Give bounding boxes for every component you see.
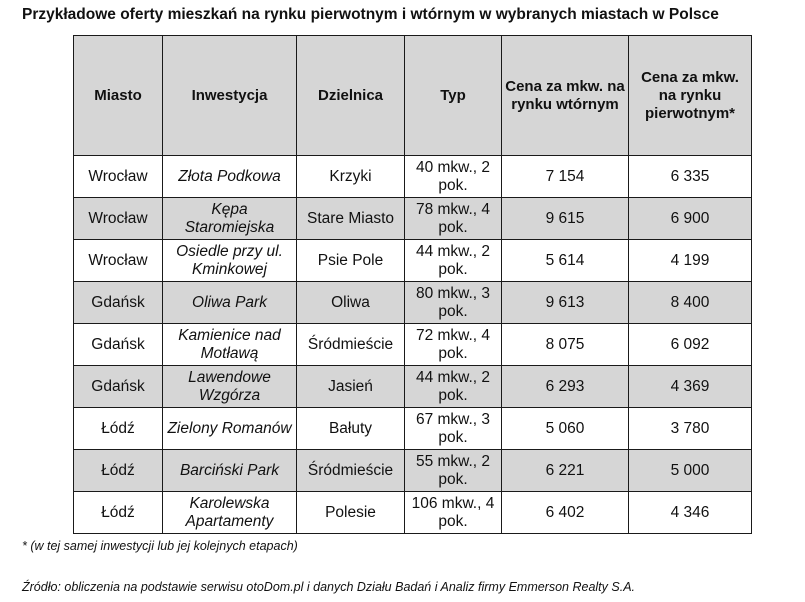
cell-miasto: Wrocław xyxy=(74,156,163,198)
cell-dzielnica: Stare Miasto xyxy=(297,198,405,240)
cell-cena-pierwotny: 6 335 xyxy=(629,156,752,198)
page-title: Przykładowe oferty mieszkań na rynku pierwotnym i wtórnym w wybranych miastach w Polsce xyxy=(22,6,719,23)
cell-typ: 40 mkw., 2 pok. xyxy=(405,156,502,198)
cell-inwestycja: Kamienice nad Motławą xyxy=(163,324,297,366)
header-row xyxy=(74,36,752,156)
cell-cena-wtorny: 5 060 xyxy=(502,408,629,450)
cell-dzielnica: Śródmieście xyxy=(297,324,405,366)
table-row xyxy=(74,450,752,492)
cell-inwestycja: Zielony Romanów xyxy=(163,408,297,450)
cell-typ: 55 mkw., 2 pok. xyxy=(405,450,502,492)
cell-cena-pierwotny: 6 092 xyxy=(629,324,752,366)
source-note: Źródło: obliczenia na podstawie serwisu otoDom.pl i danych Działu Badań i Analiz firmy Emmerson Realty S.A. xyxy=(22,580,636,594)
cell-typ: 106 mkw., 4 pok. xyxy=(405,492,502,534)
header-cena-wtorny: Cena za mkw. na rynku wtórnym xyxy=(502,36,629,156)
cell-dzielnica: Jasień xyxy=(297,366,405,408)
cell-cena-wtorny: 6 293 xyxy=(502,366,629,408)
table-row xyxy=(74,156,752,198)
cell-miasto: Łódź xyxy=(74,492,163,534)
cell-cena-wtorny: 9 615 xyxy=(502,198,629,240)
cell-inwestycja: Barciński Park xyxy=(163,450,297,492)
table-row xyxy=(74,240,752,282)
cell-cena-wtorny: 9 613 xyxy=(502,282,629,324)
cell-typ: 72 mkw., 4 pok. xyxy=(405,324,502,366)
cell-cena-wtorny: 5 614 xyxy=(502,240,629,282)
cell-inwestycja: Oliwa Park xyxy=(163,282,297,324)
cell-miasto: Łódź xyxy=(74,450,163,492)
cell-typ: 80 mkw., 3 pok. xyxy=(405,282,502,324)
cell-cena-pierwotny: 6 900 xyxy=(629,198,752,240)
header-dzielnica: Dzielnica xyxy=(297,36,405,156)
cell-inwestycja: Lawendowe Wzgórza xyxy=(163,366,297,408)
cell-cena-pierwotny: 4 199 xyxy=(629,240,752,282)
cell-cena-wtorny: 7 154 xyxy=(502,156,629,198)
table-row xyxy=(74,366,752,408)
cell-miasto: Wrocław xyxy=(74,198,163,240)
footnote: * (w tej samej inwestycji lub jej kolejnych etapach) xyxy=(22,539,298,553)
cell-cena-wtorny: 8 075 xyxy=(502,324,629,366)
table-row xyxy=(74,198,752,240)
cell-cena-pierwotny: 4 346 xyxy=(629,492,752,534)
cell-cena-pierwotny: 8 400 xyxy=(629,282,752,324)
cell-dzielnica: Polesie xyxy=(297,492,405,534)
cell-miasto: Gdańsk xyxy=(74,366,163,408)
cell-miasto: Gdańsk xyxy=(74,324,163,366)
cell-dzielnica: Krzyki xyxy=(297,156,405,198)
cell-dzielnica: Oliwa xyxy=(297,282,405,324)
cell-inwestycja: Kępa Staromiejska xyxy=(163,198,297,240)
header-inwestycja: Inwestycja xyxy=(163,36,297,156)
cell-inwestycja: Karolewska Apartamenty xyxy=(163,492,297,534)
cell-cena-wtorny: 6 402 xyxy=(502,492,629,534)
cell-cena-pierwotny: 3 780 xyxy=(629,408,752,450)
header-typ: Typ xyxy=(405,36,502,156)
header-cena-pierwotny: Cena za mkw. na rynku pierwotnym* xyxy=(629,36,752,156)
offers-table xyxy=(73,35,752,534)
cell-miasto: Gdańsk xyxy=(74,282,163,324)
cell-dzielnica: Psie Pole xyxy=(297,240,405,282)
cell-typ: 67 mkw., 3 pok. xyxy=(405,408,502,450)
cell-miasto: Wrocław xyxy=(74,240,163,282)
cell-cena-wtorny: 6 221 xyxy=(502,450,629,492)
cell-inwestycja: Złota Podkowa xyxy=(163,156,297,198)
cell-typ: 44 mkw., 2 pok. xyxy=(405,366,502,408)
table-row xyxy=(74,324,752,366)
cell-dzielnica: Bałuty xyxy=(297,408,405,450)
cell-typ: 78 mkw., 4 pok. xyxy=(405,198,502,240)
table-row xyxy=(74,492,752,534)
cell-inwestycja: Osiedle przy ul. Kminkowej xyxy=(163,240,297,282)
header-miasto: Miasto xyxy=(74,36,163,156)
cell-typ: 44 mkw., 2 pok. xyxy=(405,240,502,282)
cell-cena-pierwotny: 5 000 xyxy=(629,450,752,492)
table-row xyxy=(74,282,752,324)
table-row xyxy=(74,408,752,450)
cell-miasto: Łódź xyxy=(74,408,163,450)
cell-cena-pierwotny: 4 369 xyxy=(629,366,752,408)
cell-dzielnica: Śródmieście xyxy=(297,450,405,492)
